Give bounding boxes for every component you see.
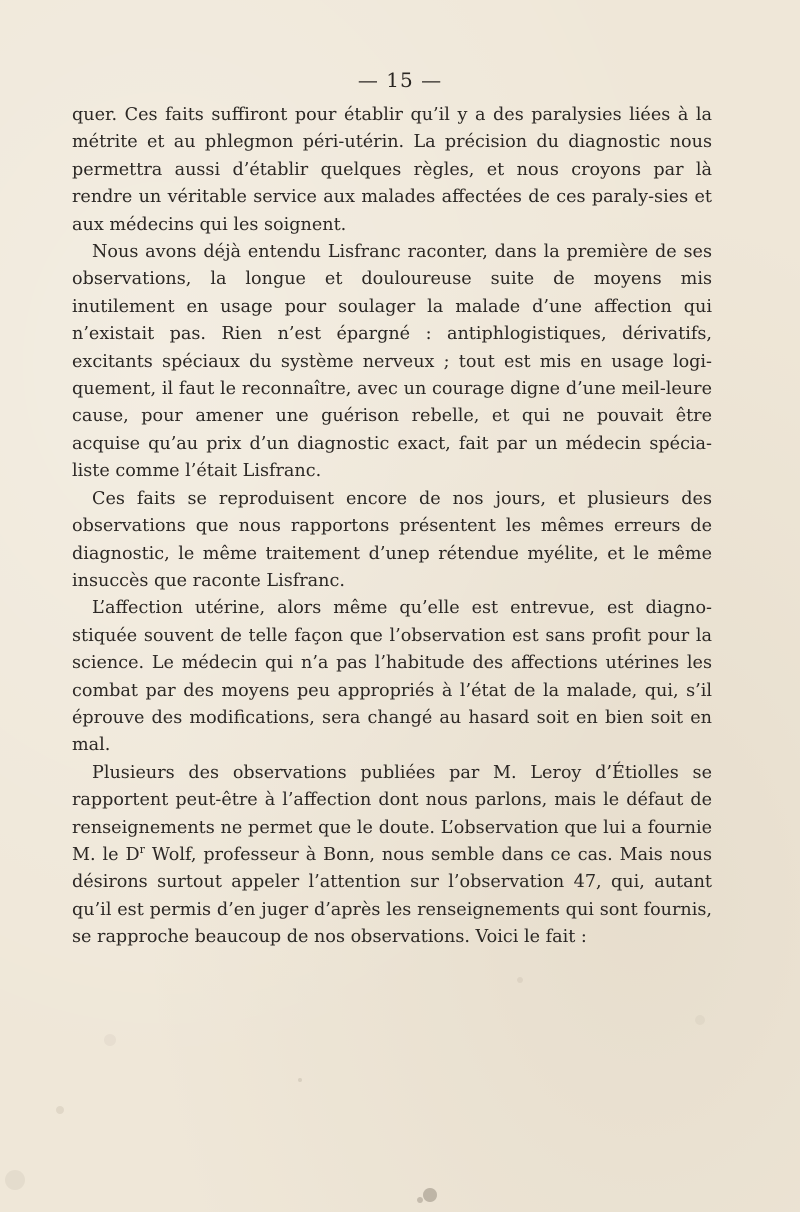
paragraph-2: Nous avons déjà entendu Lisfranc raconter, dans la première de ses observations, la longue et douloureuse suite de moyens mis inutilement en usage pour soulager la malade d’une affection qui n’existait pas. Rien n’est épargné : antiphlogistiques, dérivatifs, excitants spéciaux du système nerveux ; tout est mis en usage logi-quement, il faut le reconnaître, avec un courage digne d’une meil-leure cause, pour amener une guérison rebelle, et qui ne pouvait être acquise qu’au prix d’un diagnostic exact, fait par un médecin spécia-liste comme l’était Lisfranc. — [72, 242, 712, 482]
doctor-abbreviation-superscript: r — [139, 843, 145, 857]
body-text — [72, 102, 712, 952]
paragraph-3: Ces faits se reproduisent encore de nos jours, et plusieurs des observations que nous rapportons présentent les mêmes erreurs de diagnostic, le même traitement d’unep rétendue myélite, et le même insuccès que raconte Lisfranc. — [72, 488, 712, 591]
paragraph-5-part-2: Wolf, professeur à Bonn, nous semble dans ce cas. Mais nous désirons surtout appeler l’attention sur l’observation 47, qui, autant qu’il est permis d’en juger d’après les renseignements qui sont fournis, se rapproche beaucoup de nos observations. Voici le fait : — [72, 844, 713, 948]
paragraph-1: quer. Ces faits suffiront pour établir qu’il y a des paralysies liées à la métrite et au phlegmon péri-utérin. La précision du diagnostic nous permettra aussi d’établir quelques règles, et nous croyons par là rendre un véritable service aux malades affectées de ces paraly-sies et aux médecins qui les soignent. — [72, 105, 712, 235]
paragraph-4: L’affection utérine, alors même qu’elle est entrevue, est diagno-stiquée souvent de telle façon que l’observation est sans profit pour la science. Le médecin qui n’a pas l’habitude des affections utérines les combat par des moyens peu appropriés à l’état de la malade, qui, s’il éprouve des modifications, sera changé au hasard soit en bien soit en mal. — [72, 598, 712, 756]
paragraph-5 — [72, 760, 712, 952]
page-number: — 15 — — [357, 68, 443, 92]
paragraph-5-part-1: Plusieurs des observations publiées par M. Leroy d’Étiolles se rapportent peut-être à l’affection dont nous parlons, mais le défaut de renseignements ne permet que le doute. L’observation que lui a fournie M. le D — [72, 762, 712, 865]
